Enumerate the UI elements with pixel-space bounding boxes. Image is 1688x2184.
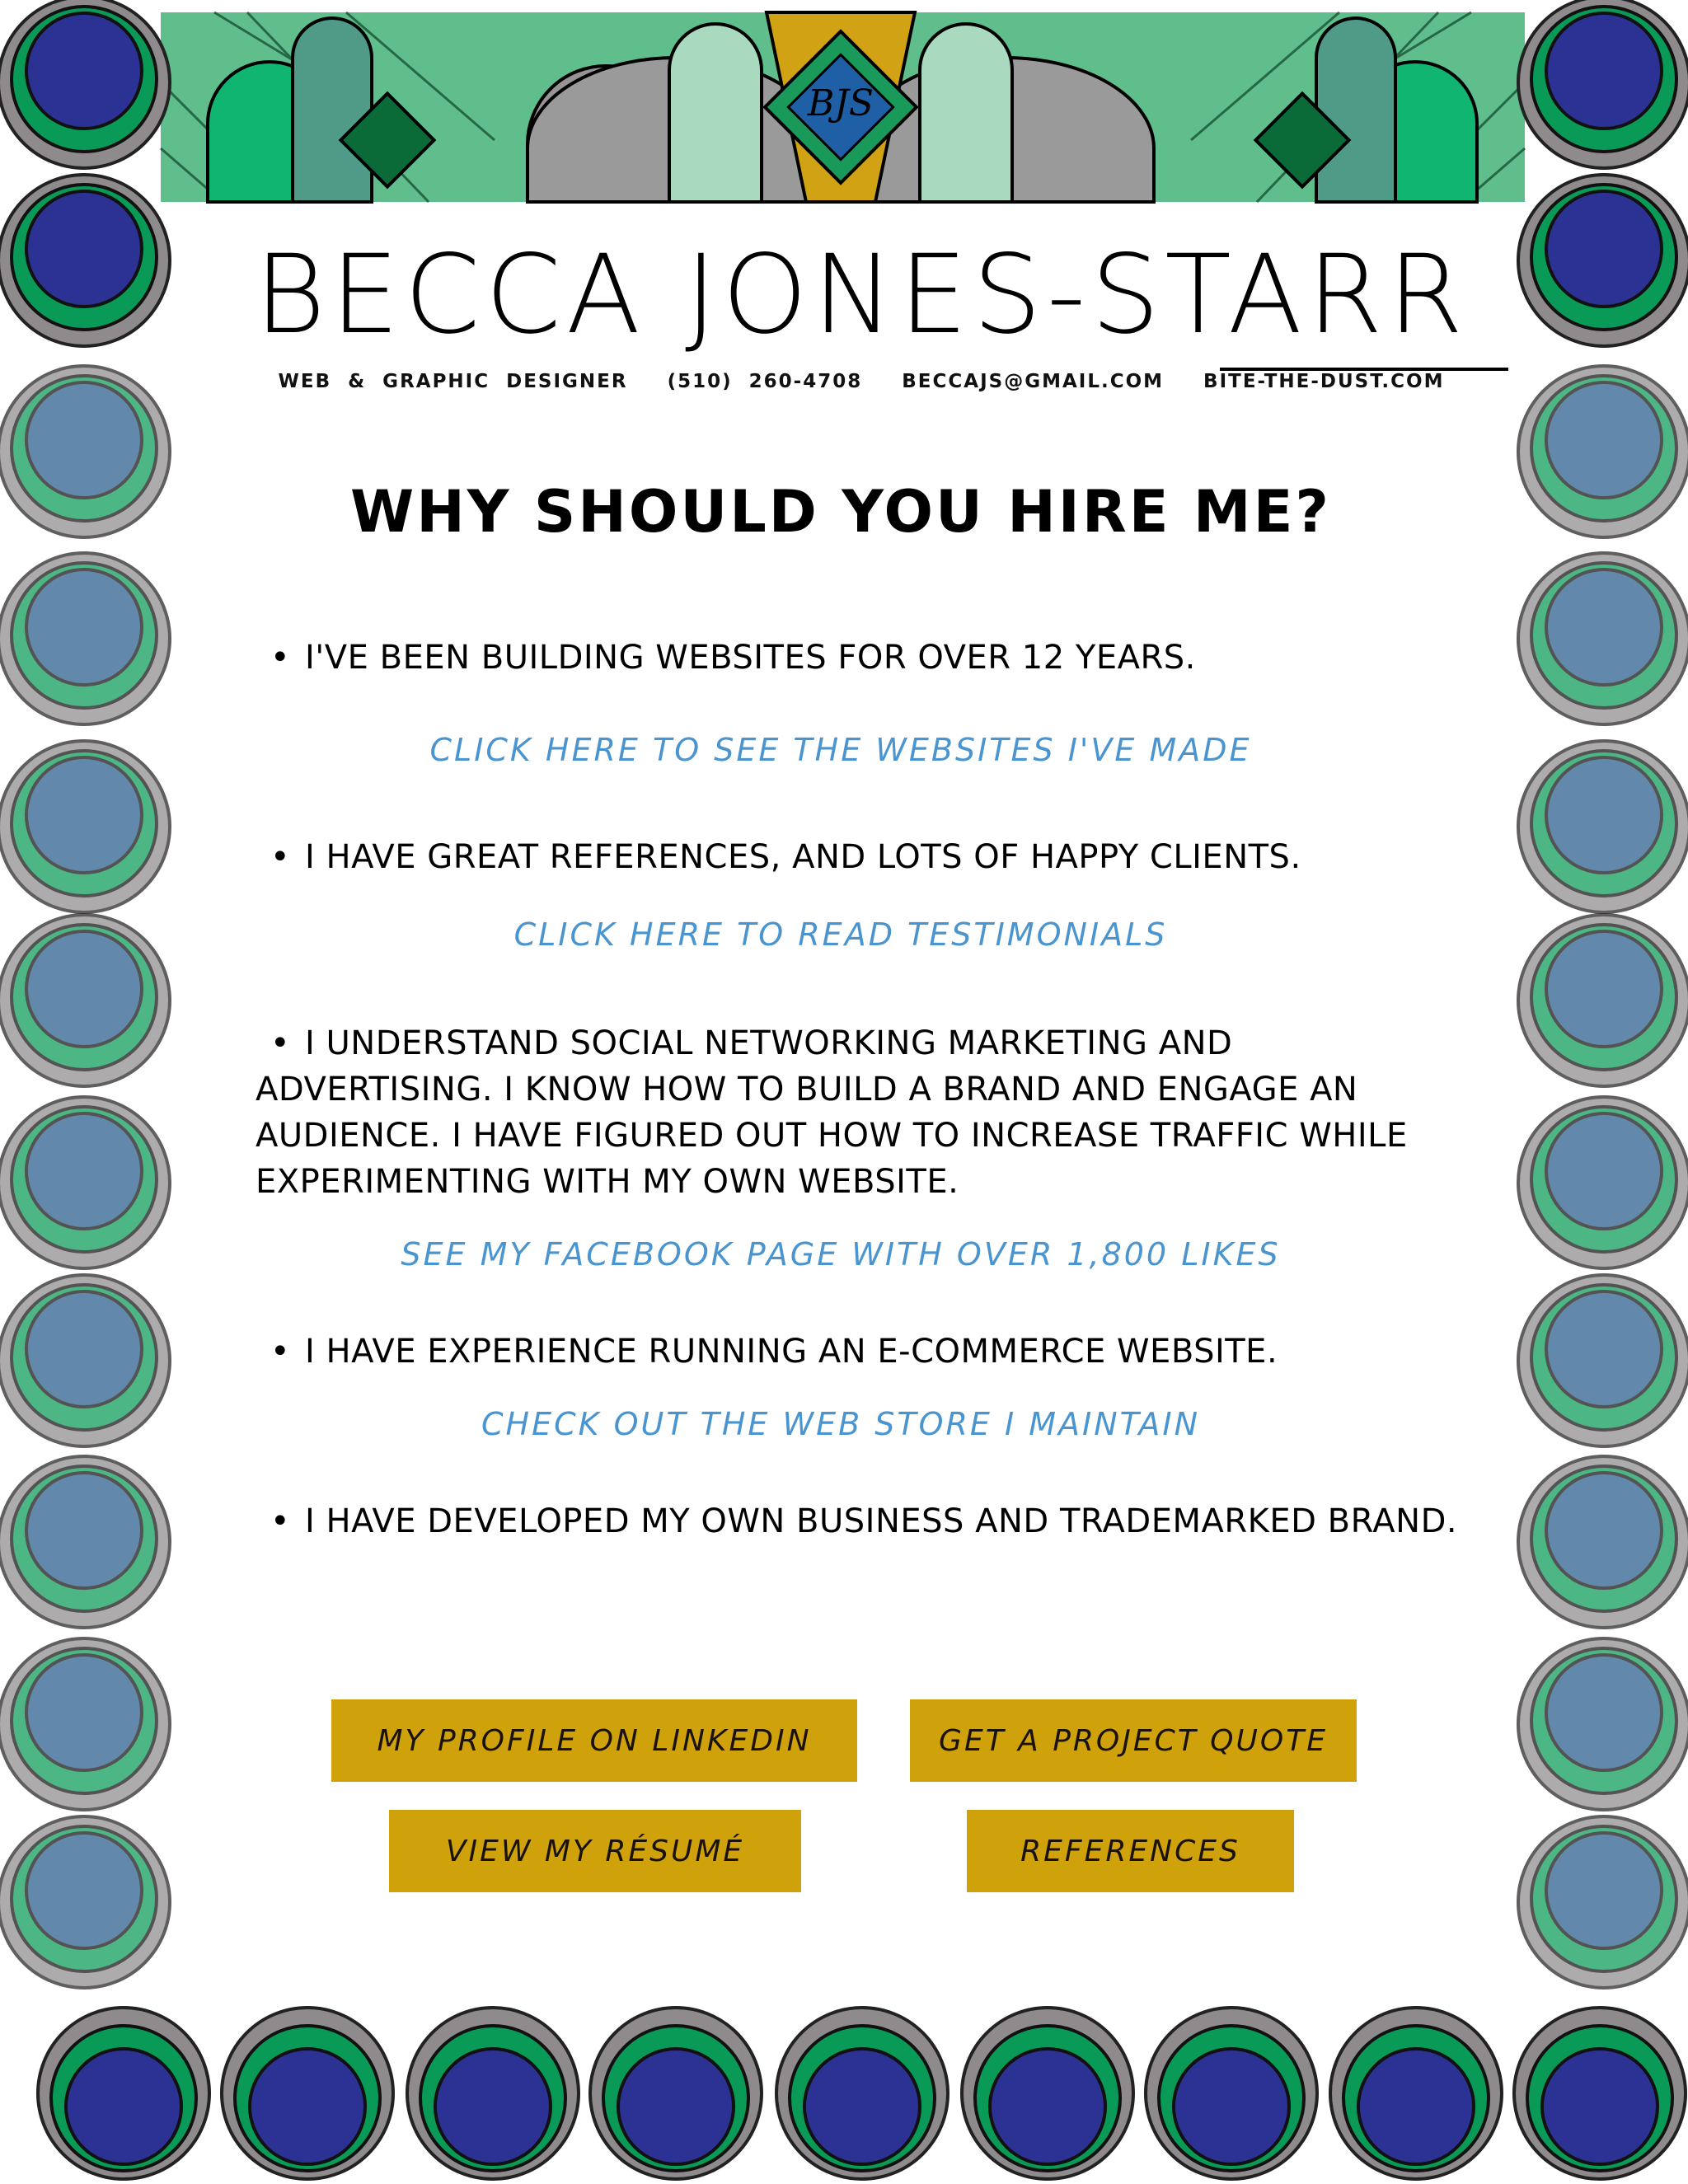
site-title: BECCA JONES-STARR xyxy=(254,232,1469,359)
point-references xyxy=(256,834,1442,880)
border-circle xyxy=(1330,2008,1502,2179)
border-circle xyxy=(0,175,170,346)
border-circle xyxy=(1518,1816,1688,1988)
border-circle xyxy=(407,2008,579,2179)
bullet-icon: • xyxy=(270,1502,291,1540)
border-circle xyxy=(222,2008,393,2179)
border-circle xyxy=(1518,0,1688,168)
link-facebook-page[interactable]: SEE MY FACEBOOK PAGE WITH OVER 1,800 LIKES xyxy=(401,1236,1281,1272)
page-heading: WHY SHOULD YOU HIRE ME? xyxy=(350,478,1331,546)
border-circle xyxy=(0,366,170,537)
link-testimonials[interactable]: CLICK HERE TO READ TESTIMONIALS xyxy=(513,916,1168,953)
point-business-brand xyxy=(256,1498,1475,1544)
border-circle xyxy=(0,1816,170,1988)
border-circle xyxy=(0,1097,170,1268)
point-websites xyxy=(256,635,1442,681)
border-circle xyxy=(38,2008,209,2179)
border-circle xyxy=(1518,1097,1688,1268)
point-ecommerce xyxy=(256,1329,1442,1375)
border-circle xyxy=(1518,553,1688,724)
contact-line xyxy=(206,371,1517,392)
bullet-icon: • xyxy=(270,639,291,677)
border-circle xyxy=(0,1638,170,1810)
border-circle xyxy=(962,2008,1133,2179)
border-circle xyxy=(1518,175,1688,346)
bullet-icon: • xyxy=(270,1024,291,1062)
point-text: I HAVE DEVELOPED MY OWN BUSINESS AND TRADEMARKED BRAND. xyxy=(305,1502,1458,1540)
border-circle xyxy=(0,0,170,168)
resume-button[interactable]: VIEW MY RÉSUMÉ xyxy=(389,1810,801,1892)
border-circle xyxy=(0,1456,170,1628)
contact-role: WEB & GRAPHIC DESIGNER xyxy=(278,371,628,392)
border-circle xyxy=(1518,741,1688,912)
project-quote-button[interactable]: GET A PROJECT QUOTE xyxy=(910,1699,1357,1782)
border-circle xyxy=(1514,2008,1686,2179)
point-text: I UNDERSTAND SOCIAL NETWORKING MARKETING AND ADVERTISING. I KNOW HOW TO BUILD A BRAND AND ENGAGE AN AUDIENCE. I HAVE FIGURED OUT HOW TO INCREASE TRAFFIC WHILE EXPERIMENTING WITH MY OWN WEBSITE. xyxy=(256,1024,1408,1201)
contact-website[interactable]: BITE-THE-DUST.COM xyxy=(1203,371,1445,392)
point-text: I'VE BEEN BUILDING WEBSITES FOR OVER 12 YEARS. xyxy=(305,639,1196,677)
border-circle xyxy=(776,2008,948,2179)
border-circle xyxy=(0,741,170,912)
bullet-icon: • xyxy=(270,1333,291,1371)
border-circle xyxy=(1518,915,1688,1086)
point-text: I HAVE GREAT REFERENCES, AND LOTS OF HAPPY CLIENTS. xyxy=(305,838,1301,876)
border-circle xyxy=(1518,1275,1688,1446)
border-circle xyxy=(1518,1638,1688,1810)
border-circle xyxy=(590,2008,762,2179)
border-circle xyxy=(0,1275,170,1446)
border-circle xyxy=(1146,2008,1317,2179)
border-circle xyxy=(1518,366,1688,537)
references-button[interactable]: REFERENCES xyxy=(967,1810,1294,1892)
monogram-logo: BJS xyxy=(807,82,874,124)
bullet-icon: • xyxy=(270,838,291,876)
contact-phone[interactable]: (510) 260-4708 xyxy=(667,371,863,392)
link-web-store[interactable]: CHECK OUT THE WEB STORE I MAINTAIN xyxy=(481,1406,1201,1442)
point-social-networking xyxy=(256,1020,1426,1205)
point-text: I HAVE EXPERIENCE RUNNING AN E-COMMERCE WEBSITE. xyxy=(305,1333,1278,1371)
border-circle xyxy=(0,553,170,724)
border-circle xyxy=(0,915,170,1086)
contact-email[interactable]: BECCAJS@GMAIL.COM xyxy=(902,371,1165,392)
linkedin-profile-button[interactable]: MY PROFILE ON LINKEDIN xyxy=(331,1699,857,1782)
link-websites-made[interactable]: CLICK HERE TO SEE THE WEBSITES I'VE MADE xyxy=(429,732,1252,768)
border-circle xyxy=(1518,1456,1688,1628)
